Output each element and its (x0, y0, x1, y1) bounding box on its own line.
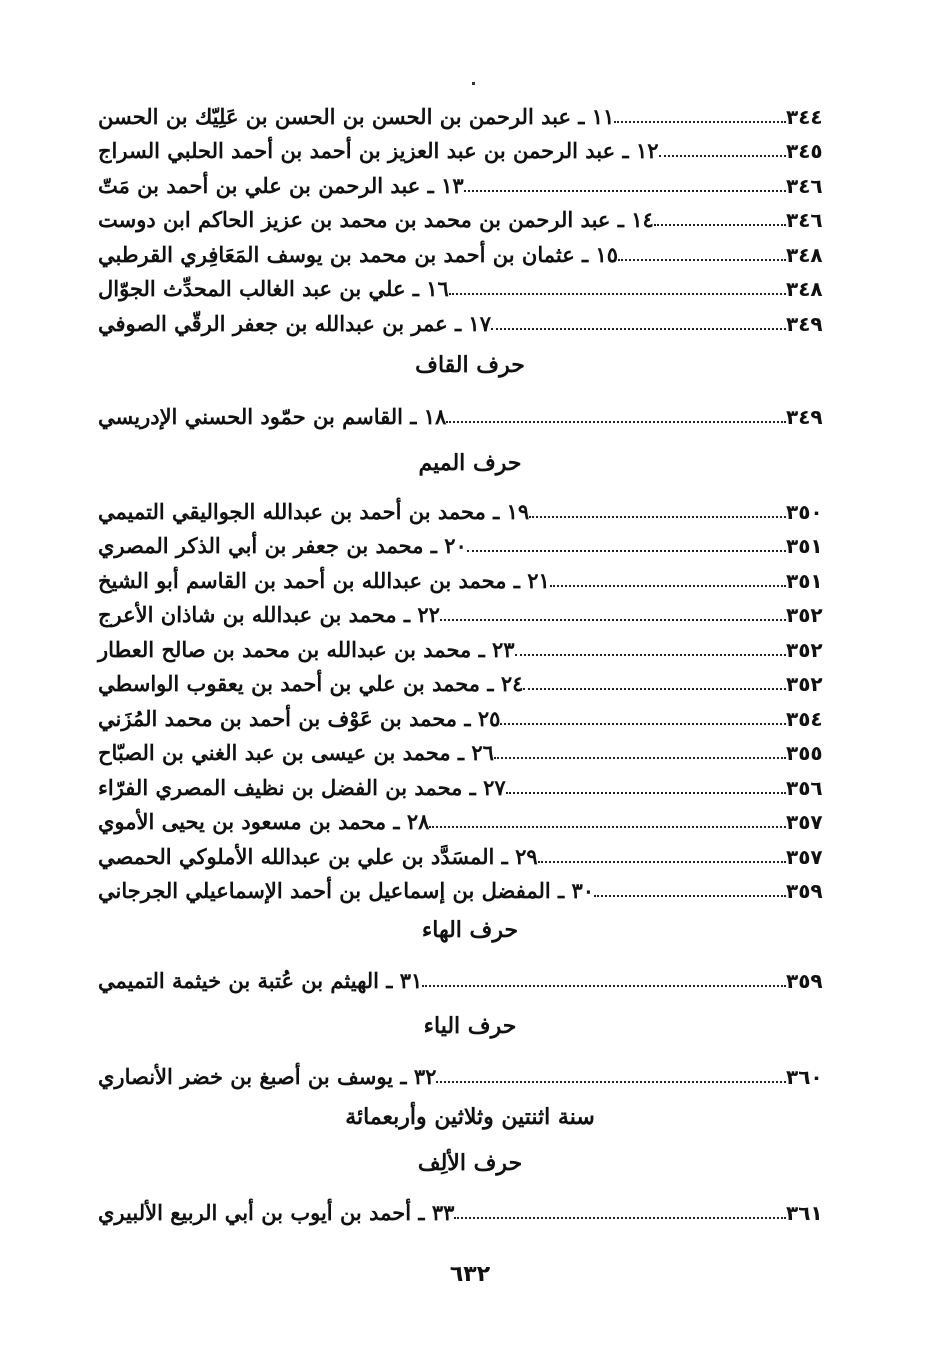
entry-page-number: ٣٥٠ (786, 499, 823, 524)
section-heading-alif: حرف الألِف (417, 1150, 523, 1176)
dot-leader (614, 121, 786, 123)
toc-entry (88, 234, 840, 269)
dot-leader (523, 688, 786, 690)
entry-page-number: ٣٥٧ (786, 844, 823, 869)
entry-title: ١١ ـ عبد الرحمن بن الحسن بن الحسن بن عَلِيّك بن الحسن (98, 103, 615, 129)
section-heading-ha: حرف الهاء (421, 917, 519, 943)
entry-page-number: ٣٥٤ (786, 706, 823, 731)
entry-page-number: ٣٤٩ (786, 404, 823, 429)
entry-title: ٢٧ ـ محمد بن الفضل بن نظيف المصري الفرّاء (98, 774, 506, 800)
entry-page-number: ٣٦٠ (786, 1064, 823, 1089)
entry-title: ٢٥ ـ محمد بن عَوْف بن أحمد بن محمد المُزَني (98, 705, 501, 731)
entry-title: ١٣ ـ عبد الرحمن بن علي بن أحمد بن مَتّ (98, 172, 464, 198)
dot-leader (429, 826, 786, 828)
toc-entry (88, 629, 840, 664)
section-heading-ya: حرف الياء (423, 1013, 517, 1039)
toc-entry (88, 1192, 840, 1227)
toc-entry (88, 200, 840, 235)
dot-leader (506, 792, 786, 794)
toc-entry (88, 269, 840, 304)
entry-page-number: ٣٦١ (786, 1200, 823, 1225)
entry-title: ٣١ ـ الهيثم بن عُتبة بن خيثمة التميمي (98, 967, 423, 993)
entry-page-number: ٣٥٦ (786, 775, 823, 800)
dot-leader (654, 224, 786, 226)
entry-title: ١٤ ـ عبد الرحمن بن محمد بن محمد بن عزيز الحاكم ابن دوست (98, 207, 654, 232)
toc-entry (88, 595, 840, 630)
dot-leader (464, 190, 786, 192)
dot-leader (618, 259, 786, 261)
entry-title: ٢٦ ـ محمد بن عيسى بن عبد الغني بن الصبّاح (98, 740, 494, 765)
entry-page-number: ٣٥١ (786, 568, 823, 593)
entry-page-number: ٣٤٩ (786, 311, 823, 336)
section-heading-qaf: حرف القاف (415, 352, 525, 378)
entry-title: ٣٢ ـ يوسف بن أصبغ بن خضر الأنصاري (98, 1063, 437, 1089)
toc-entry (88, 491, 840, 526)
entries-group-qaf (88, 396, 840, 431)
entries-group-mim (88, 491, 840, 905)
entries-group-alif (88, 1192, 840, 1227)
entry-title: ٢٨ ـ محمد بن مسعود بن يحيى الأموي (98, 809, 430, 834)
entry-page-number: ٣٥١ (786, 534, 823, 558)
entry-title: ١٩ ـ محمد بن أحمد بن عبدالله الجواليقي التميمي (98, 498, 530, 524)
dot-leader (538, 861, 786, 863)
entry-page-number: ٣٤٦ (786, 173, 823, 198)
entry-page-number: ٣٥٩ (786, 879, 823, 903)
entry-page-number: ٣٥٥ (786, 741, 823, 765)
entry-title: ٢٠ ـ محمد بن جعفر بن أبي الذكر المصري (98, 533, 467, 558)
entry-title: ١٨ ـ القاسم بن حمّود الحسني الإدريسي (98, 403, 447, 429)
toc-entry (88, 664, 840, 699)
toc-entry (88, 526, 840, 561)
dot-leader (594, 895, 786, 897)
toc-entry (88, 131, 840, 166)
entry-page-number: ٣٥٧ (786, 810, 823, 834)
toc-entry (88, 960, 840, 995)
entry-title: ٢٣ ـ محمد بن عبدالله بن محمد بن صالح العطار (98, 636, 515, 662)
toc-entry (88, 767, 840, 802)
entry-title: ٣٣ ـ أحمد بن أيوب بن أبي الربيع الألبيري (98, 1199, 455, 1225)
entry-title: ١٥ ـ عثمان بن أحمد بن محمد بن يوسف المَعَافِري القرطبي (98, 241, 619, 267)
page-number: ٦٣٢ (449, 1262, 491, 1287)
dot-leader (467, 550, 786, 552)
entries-group-ha (88, 960, 840, 995)
toc-entry (88, 165, 840, 200)
entries-group-ain (88, 96, 840, 338)
entry-title: ١٦ ـ علي بن عبد الغالب المحدِّث الجوّال (98, 276, 449, 301)
entry-page-number: ٣٥٢ (786, 637, 823, 662)
entry-page-number: ٣٥٢ (786, 603, 823, 627)
dot-leader (440, 619, 786, 621)
toc-entry (88, 802, 840, 837)
entry-title: ٢٤ ـ محمد بن علي بن أحمد بن يعقوب الواسطي (98, 671, 524, 696)
toc-entry (88, 733, 840, 768)
entry-title: ٢٩ ـ المسَدَّد بن علي بن عبدالله الأملوكي الحمصي (98, 843, 538, 869)
entry-page-number: ٣٤٨ (786, 242, 823, 267)
dot-leader (515, 654, 786, 656)
dot-leader (550, 585, 786, 587)
dot-leader (436, 1081, 786, 1083)
dot-leader (491, 328, 786, 330)
top-mark (472, 82, 475, 85)
entry-title: ١٢ ـ عبد الرحمن بن عبد العزيز بن أحمد بن أحمد الحلبي السراج (98, 138, 659, 163)
dot-leader (529, 516, 786, 518)
entry-page-number: ٣٤٤ (786, 104, 823, 129)
toc-entry (88, 836, 840, 871)
entry-title: ١٧ ـ عمر بن عبدالله بن جعفر الرقّي الصوفي (98, 310, 491, 336)
entry-page-number: ٣٥٢ (786, 672, 823, 696)
dot-leader (494, 757, 786, 759)
entries-group-ya (88, 1056, 840, 1091)
toc-entry (88, 303, 840, 338)
entry-title: ٣٠ ـ المفضل بن إسماعيل بن أحمد الإسماعيلي الجرجاني (98, 878, 595, 903)
toc-entry (88, 871, 840, 906)
dot-leader (454, 1217, 786, 1219)
dot-leader (659, 155, 786, 157)
toc-entry (88, 560, 840, 595)
entry-page-number: ٣٤٦ (786, 208, 823, 232)
toc-entry (88, 396, 840, 431)
dot-leader (500, 723, 786, 725)
dot-leader (422, 985, 786, 987)
year-heading: سنة اثنتين وثلاثين وأربعمائة (345, 1104, 595, 1130)
toc-entry (88, 1056, 840, 1091)
dot-leader (446, 421, 786, 423)
entry-title: ٢٢ ـ محمد بن عبدالله بن شاذان الأعرج (98, 602, 440, 627)
toc-entry (88, 96, 840, 131)
entry-page-number: ٣٤٨ (786, 277, 823, 301)
entry-page-number: ٣٥٩ (786, 968, 823, 993)
toc-entry (88, 698, 840, 733)
entry-title: ٢١ ـ محمد بن عبدالله بن أحمد بن القاسم أبو الشيخ (98, 567, 550, 593)
section-heading-mim: حرف الميم (418, 450, 522, 476)
dot-leader (449, 293, 786, 295)
entry-page-number: ٣٤٥ (786, 139, 823, 163)
